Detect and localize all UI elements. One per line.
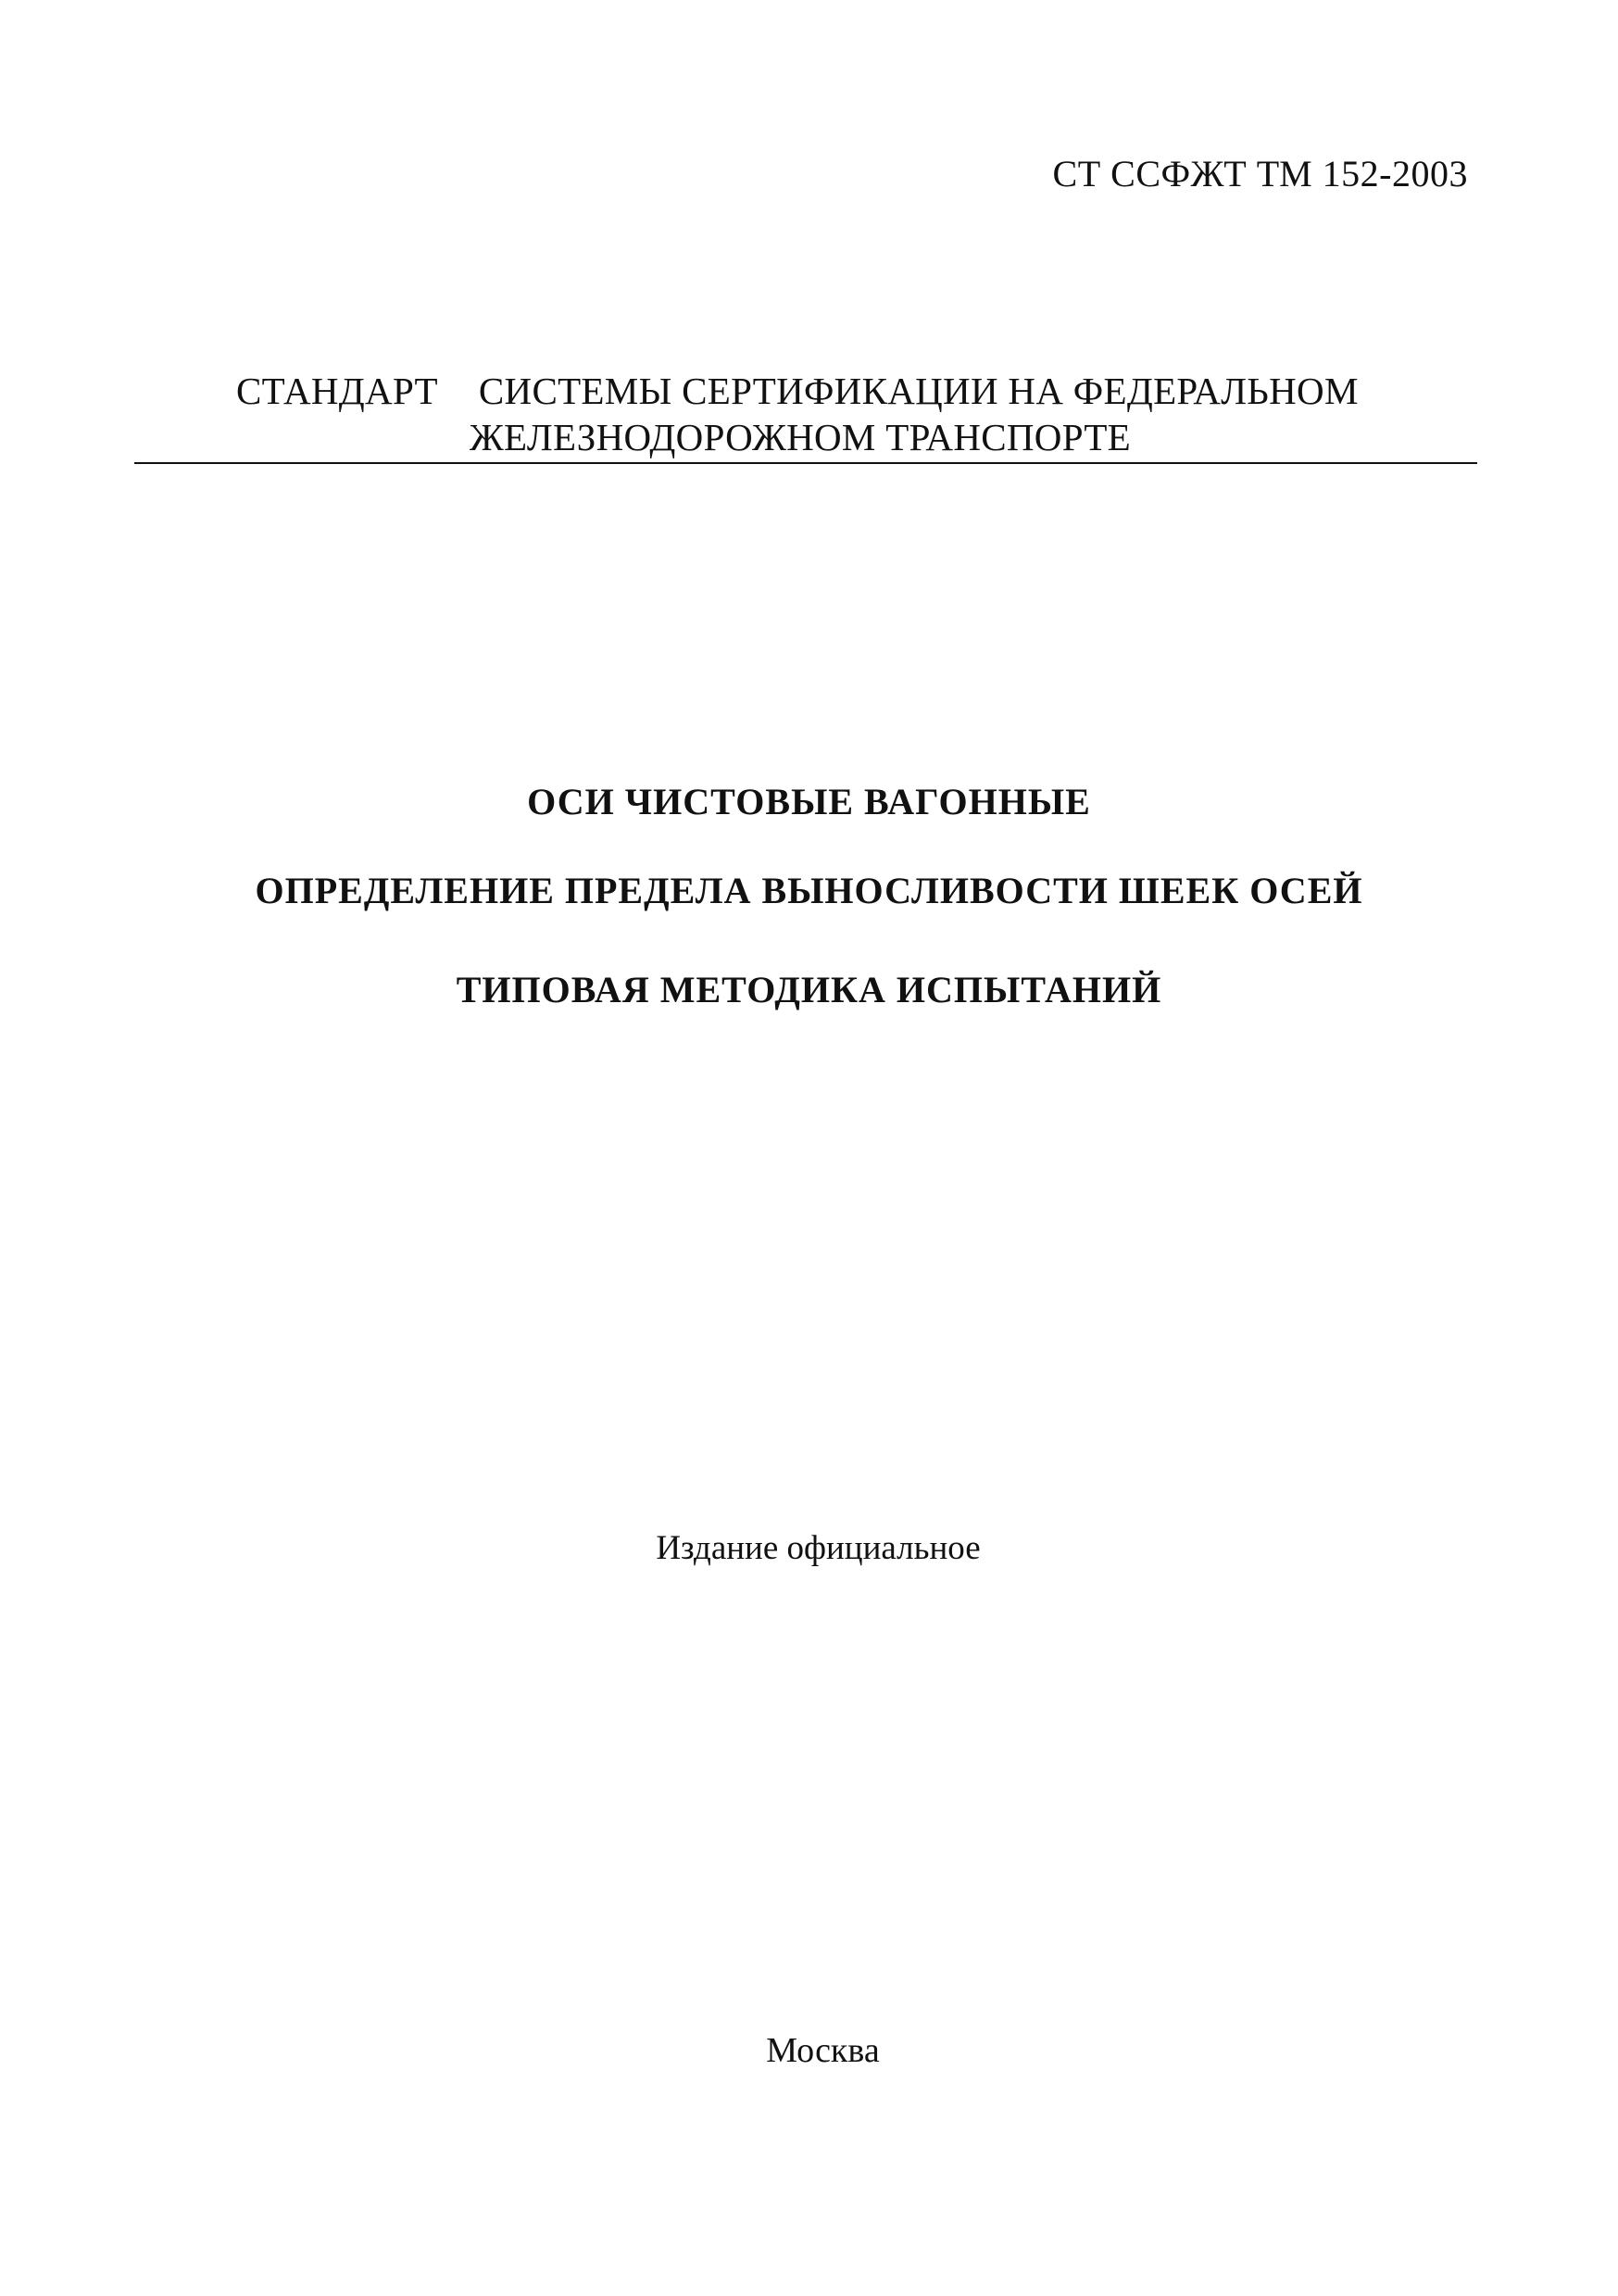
header-system-text: СИСТЕМЫ СЕРТИФИКАЦИИ НА ФЕДЕРАЛЬНОМ: [478, 370, 1359, 412]
document-code: СТ ССФЖТ ТМ 152-2003: [1052, 153, 1468, 194]
edition-label: Издание официальное: [656, 1529, 981, 1567]
header-line-2: ЖЕЛЕЗНОДОРОЖНОМ ТРАНСПОРТЕ: [470, 416, 1132, 458]
title-subject: ОПРЕДЕЛЕНИЕ ПРЕДЕЛА ВЫНОСЛИВОСТИ ШЕЕК ОСЕЙ: [255, 870, 1363, 911]
title-method: ТИПОВАЯ МЕТОДИКА ИСПЫТАНИЙ: [456, 969, 1162, 1010]
header-line-1: [236, 369, 1359, 413]
publication-city: Москва: [766, 2031, 880, 2070]
header-standard-word: СТАНДАРТ: [236, 370, 438, 412]
title-product: ОСИ ЧИСТОВЫЕ ВАГОННЫЕ: [527, 781, 1091, 822]
header-divider: [134, 462, 1477, 464]
